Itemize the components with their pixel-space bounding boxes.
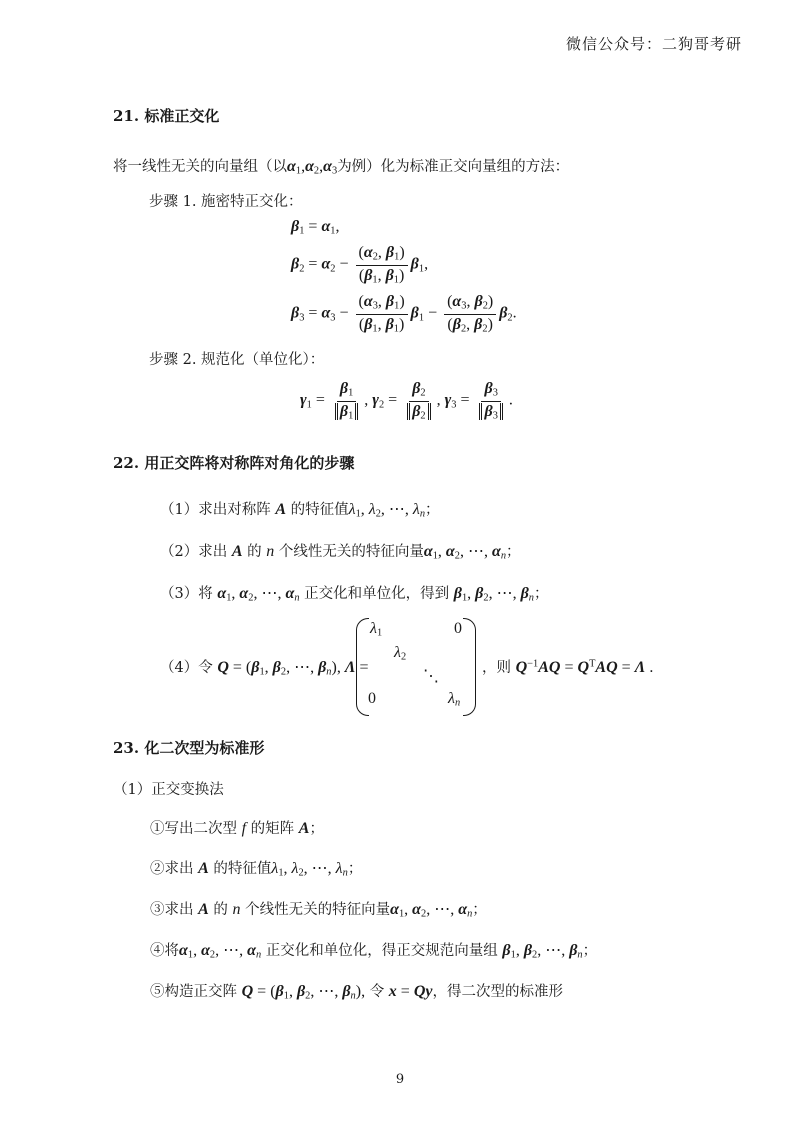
s22-item-2: （2）求出 A 的 n 个线性无关的特征向量$\alpha_1$, $\alpha_2$, ⋯, $\alpha_n$； [160, 543, 521, 562]
step-1-label: 步骤 1. 施密特正交化： [149, 194, 303, 210]
diagonal-matrix-lambda: $\lambda_1$ 0 $\lambda_2$ ⋱ 0 $\lambda_n$ [356, 618, 476, 714]
step-2-label: 步骤 2. 规范化（单位化）： [149, 352, 325, 368]
section-21-title: 21. 标准正交化 [113, 107, 220, 125]
page-number: 9 [395, 1072, 405, 1087]
s22-item-4-lead: （4）令 $Q = (\beta_1$, $\beta_2$, ⋯, $\beta_n$), Λ = [160, 659, 369, 678]
s23-step-4: ④将$\alpha_1$, $\alpha_2$, ⋯, $\alpha_n$ 正交化和单位化，得正交规范向量组 $\beta_1$, $\beta_2$, ⋯, $\beta_n$； [150, 942, 598, 961]
s23-step-1: ①写出二次型 f 的矩阵 A； [150, 820, 324, 837]
gs-beta1: $\beta_1 = \alpha_1$, [291, 218, 340, 237]
section-21-intro: 将一线性无关的向量组（以$\alpha_1,\alpha_2,\alpha_3$为例）化为标准正交向量组的方法： [113, 158, 570, 177]
matrix-right-bracket [463, 618, 476, 716]
section-22-title: 22. 用正交阵将对称阵对角化的步骤 [113, 454, 355, 472]
s22-item-4-result: ，则 $Q^{-1}AQ = Q^TAQ = \Lambda$ . [482, 658, 654, 676]
s23-step-3: ③求出 A 的 n 个线性无关的特征向量$\alpha_1$, $\alpha_2$, ⋯, $\alpha_n$； [150, 901, 487, 920]
normalization-formula: $\gamma_1$ = $\frac{\beta_1}{\beta_1}$ , $\gamma_2$ = $\frac{\beta_2}{\beta_2}$ , $\gamma_3$ = $\frac{\beta_3}{\beta_3}$ . [300, 380, 513, 422]
gs-beta3: $\beta_3 = \alpha_3$ − $\frac{(\alpha_3, \beta_1)}{(\beta_1, \beta_1)}$ $\beta_1$ − $\frac{(\alpha_3, \beta_2)}{(\beta_2, \beta_2)}$ $\beta_2$. [291, 293, 517, 335]
s22-item-1: （1）求出对称阵 A 的特征值$\lambda_1$, $\lambda_2$, ⋯, $\lambda_n$； [160, 501, 440, 520]
gs-beta2: $\beta_2 = \alpha_2$ − $\frac{(\alpha_2, \beta_1)}{(\beta_1, \beta_1)}$ $\beta_1$, [291, 244, 429, 286]
s23-step-5: ⑤构造正交阵 $Q = (\beta_1$, $\beta_2$, ⋯, $\beta_n$), 令 x = Qy，得二次型的标准形 [150, 983, 563, 1002]
s23-subsection-1: （1）正交变换法 [113, 782, 224, 798]
s23-step-2: ②求出 A 的特征值$\lambda_1$, $\lambda_2$, ⋯, $\lambda_n$； [150, 860, 363, 879]
section-23-title: 23. 化二次型为标准形 [113, 739, 265, 757]
header-wechat: 微信公众号：二狗哥考研 [565, 35, 742, 53]
s22-item-3: （3）将 $\alpha_1$, $\alpha_2$, ⋯, $\alpha_n$ 正交化和单位化，得到 $\beta_1$, $\beta_2$, ⋯, $\beta_n$； [160, 585, 549, 604]
